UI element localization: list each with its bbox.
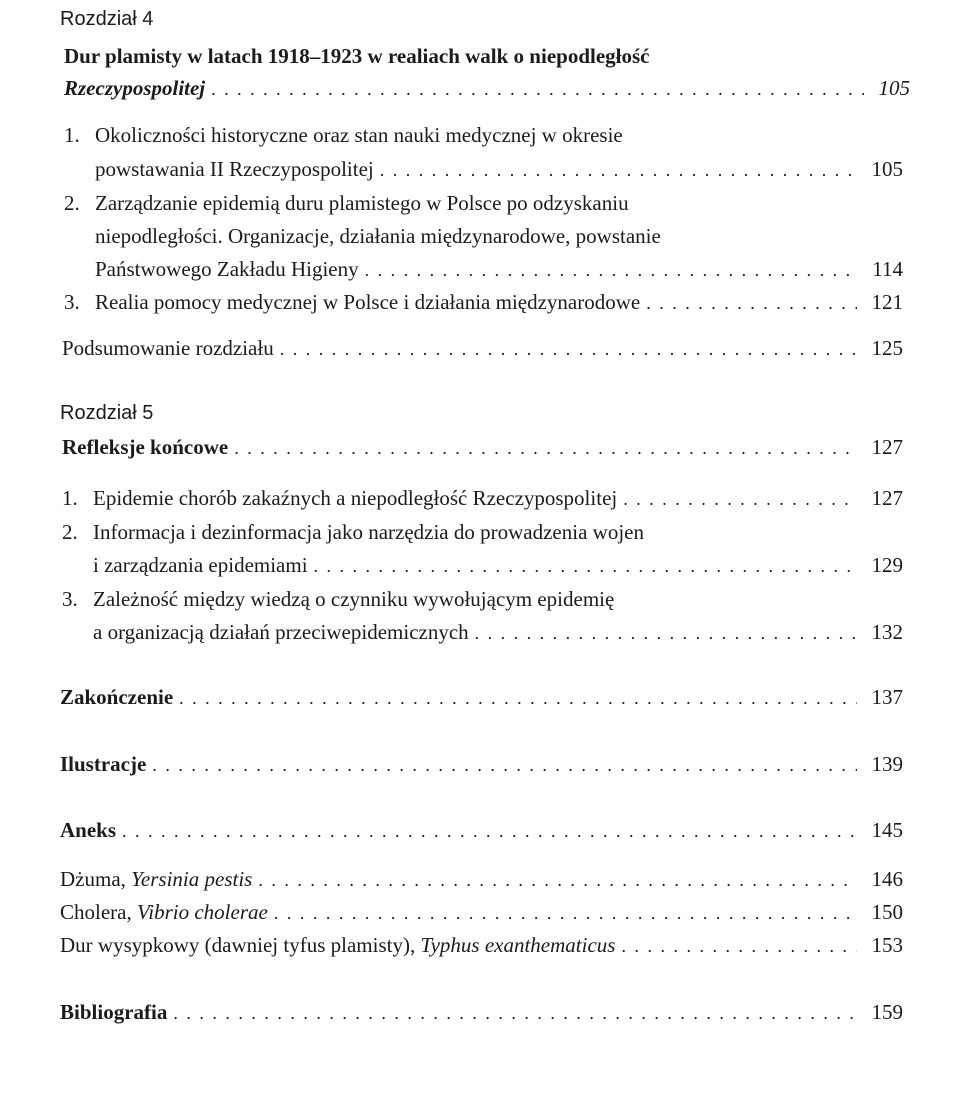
page-number: 153 bbox=[871, 933, 903, 957]
toc-item-text: i zarządzania epidemiami bbox=[93, 553, 308, 577]
dot-leader bbox=[211, 79, 864, 100]
page-number: 150 bbox=[871, 900, 903, 924]
chapter-5-label: Rozdział 5 bbox=[60, 402, 154, 424]
dot-leader bbox=[475, 623, 857, 644]
section-title: Ilustracje bbox=[60, 752, 147, 776]
page-number: 139 bbox=[871, 752, 903, 776]
toc-entry bbox=[93, 553, 903, 578]
toc-item-text: Epidemie chorób zakaźnych a niepodległość Rzeczypospolitej bbox=[93, 486, 618, 510]
toc-entry bbox=[60, 867, 903, 892]
dot-leader bbox=[280, 339, 857, 360]
annex-item-text: Dur wysypkowy (dawniej tyfus plamisty), bbox=[60, 933, 421, 957]
toc-item-text: Realia pomocy medycznej w Polsce i działania międzynarodowe bbox=[95, 290, 641, 314]
dot-leader bbox=[314, 556, 857, 577]
annex-item-label bbox=[60, 900, 268, 925]
toc-item-text: Zależność między wiedzą o czynniku wywołującym epidemię bbox=[93, 587, 615, 611]
toc-entry bbox=[93, 486, 903, 511]
item-number: 3. bbox=[64, 290, 80, 314]
chapter-summary: Podsumowanie rozdziału bbox=[62, 336, 274, 360]
dot-leader bbox=[179, 688, 857, 709]
section-title: Bibliografia bbox=[60, 1000, 168, 1024]
item-number: 2. bbox=[62, 520, 78, 544]
toc-item-text: niepodległości. Organizacje, działania międzynarodowe, powstanie bbox=[95, 224, 661, 248]
toc-item-text: Zarządzanie epidemią duru plamistego w Polsce po odzyskaniu bbox=[95, 191, 629, 215]
toc-entry bbox=[60, 900, 903, 925]
page-number: 146 bbox=[871, 867, 903, 891]
toc-entry-bibliografia bbox=[60, 1000, 903, 1025]
page-number: 159 bbox=[871, 1000, 903, 1024]
dot-leader bbox=[646, 293, 857, 314]
dot-leader bbox=[258, 870, 857, 891]
latin-name: Typhus exanthematicus bbox=[420, 933, 616, 957]
dot-leader bbox=[623, 489, 857, 510]
chapter-4-title: Dur plamisty w latach 1918–1923 w realiach walk o niepodległość bbox=[64, 44, 650, 68]
page-number: 127 bbox=[871, 486, 903, 510]
item-number: 1. bbox=[64, 123, 80, 147]
page-number: 105 bbox=[871, 157, 903, 181]
latin-name: Vibrio cholerae bbox=[136, 900, 268, 924]
toc-entry bbox=[95, 257, 903, 282]
toc-item-text: powstawania II Rzeczypospolitej bbox=[95, 157, 374, 181]
page-number: 129 bbox=[871, 553, 903, 577]
chapter-4-title-cont: Rzeczypospolitej bbox=[64, 76, 206, 100]
toc-entry bbox=[93, 620, 903, 645]
page-number: 127 bbox=[871, 435, 903, 459]
dot-leader bbox=[621, 936, 857, 957]
page-number: 114 bbox=[872, 257, 903, 281]
dot-leader bbox=[234, 438, 857, 459]
chapter-5-title-entry bbox=[62, 435, 903, 460]
item-number: 1. bbox=[62, 486, 78, 510]
item-number: 2. bbox=[64, 191, 80, 215]
toc-entry bbox=[95, 290, 903, 315]
chapter-4-title-entry bbox=[64, 76, 910, 101]
section-title: Aneks bbox=[60, 818, 117, 842]
page-number: 121 bbox=[871, 290, 903, 314]
toc-item-text: a organizacją działań przeciwepidemicznych bbox=[93, 620, 469, 644]
page-number: 145 bbox=[871, 818, 903, 842]
annex-item-text: Dżuma, bbox=[60, 867, 132, 891]
dot-leader bbox=[380, 160, 857, 181]
page-number: 137 bbox=[871, 685, 903, 709]
section-title: Zakończenie bbox=[60, 685, 174, 709]
dot-leader bbox=[365, 260, 857, 281]
toc-entry-aneks bbox=[60, 818, 903, 843]
toc-entry-zakonczenie bbox=[60, 685, 903, 710]
dot-leader bbox=[274, 903, 857, 924]
dot-leader bbox=[152, 755, 857, 776]
toc-entry-ilustracje bbox=[60, 752, 903, 777]
annex-item-label bbox=[60, 867, 252, 892]
toc-entry bbox=[60, 933, 903, 958]
item-number: 3. bbox=[62, 587, 78, 611]
toc-item-text: Okoliczności historyczne oraz stan nauki medycznej w okresie bbox=[95, 123, 623, 147]
toc-item-text: Informacja i dezinformacja jako narzędzia do prowadzenia wojen bbox=[93, 520, 644, 544]
latin-name: Yersinia pestis bbox=[131, 867, 253, 891]
annex-item-label bbox=[60, 933, 615, 958]
chapter-4-label: Rozdział 4 bbox=[60, 8, 154, 30]
page-number: 132 bbox=[871, 620, 903, 644]
page-number: 125 bbox=[871, 336, 903, 360]
dot-leader bbox=[173, 1003, 857, 1024]
toc-item-text: Państwowego Zakładu Higieny bbox=[95, 257, 359, 281]
page-number: 105 bbox=[878, 76, 910, 100]
dot-leader bbox=[122, 821, 857, 842]
toc-entry bbox=[62, 336, 903, 361]
annex-item-text: Cholera, bbox=[60, 900, 137, 924]
chapter-5-title: Refleksje końcowe bbox=[62, 435, 229, 459]
toc-entry bbox=[95, 157, 903, 182]
